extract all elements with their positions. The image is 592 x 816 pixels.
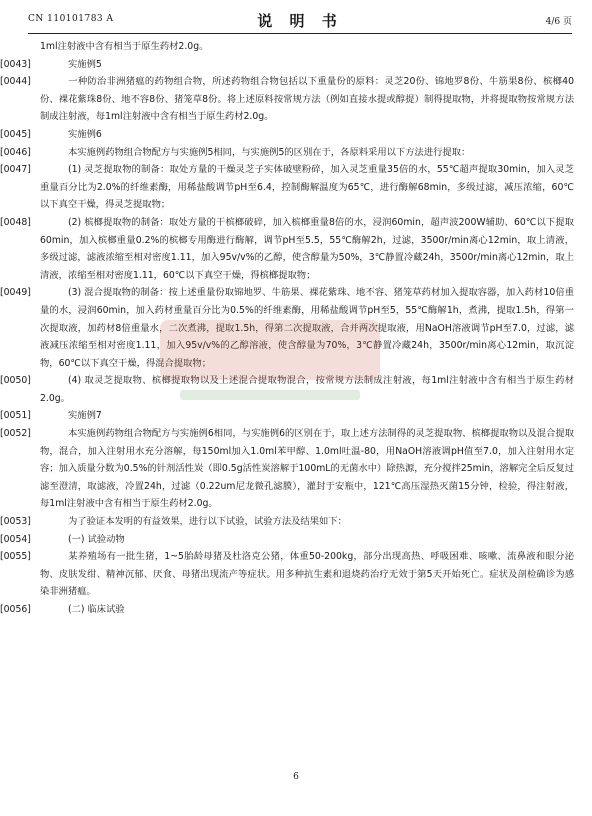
paragraph: [0055] 某养殖场有一批生猪，1~5胎龄母猪及杜洛克公猪，体重50-200kg，部分出现高热、呼吸困难、咳嗽、流鼻液和眼分泌物、皮肤发绀、精神沉郁、厌食、母猪出现流产等症状。用多种抗生素和退烧药治疗无效于第5天开始死亡。症状及剖检确诊为感染非洲猪瘟。 xyxy=(40,548,574,601)
paragraph-number: [0054] xyxy=(0,533,31,545)
paragraph-number: [0050] xyxy=(0,375,31,387)
document-title: 说 明 书 xyxy=(257,12,343,30)
paragraph-number: [0045] xyxy=(0,128,31,140)
paragraph: [0049] (3) 混合提取物的制备：按上述重量份取锦地罗、牛筋果、裸花紫珠、地不容、猪笼草药材加入提取容器，加入药材10倍重量的水，浸润60min，加入药材重量百分比为0.5%的纤维素酶，用稀盐酸调节pH至5，55℃酶解1h，煮沸，提取1.5h，得第一次提取液，加药材8倍重量水，二次煮沸，提取1.5h，得第二次提取液，合并两次提取液，用NaOH溶液调节pH至7.0，过滤，滤液减压浓缩至相对密度1.11，加入95v/v%的乙醇溶液，使含醇量为70%，3℃静置冷藏24h，3500r/min离心12min，取沉淀物，60℃以下真空干燥，得混合提取物； xyxy=(40,284,574,372)
paragraph: [0050] (4) 取灵芝提取物、槟榔提取物以及上述混合提取物混合，按常规方法制成注射液，每1ml注射液中含有相当于原生药材2.0g。 xyxy=(40,372,574,407)
paragraph: [0045] 实施例6 xyxy=(40,126,574,144)
header-rule xyxy=(28,33,572,34)
paragraph: [0051] 实施例7 xyxy=(40,407,574,425)
paragraph: [0047] (1) 灵芝提取物的制备：取处方量的干燥灵芝子实体破壁粉碎，加入灵芝重量35倍的水，55℃超声提取30min，加入灵芝重量百分比为2.0%的纤维素酶，用稀盐酸调节pH至6.4，控制酶解温度为65℃，进行酶解68min，多级过滤，减压浓缩，60℃以下真空干燥，得灵芝提取物； xyxy=(40,161,574,214)
page-number: 6 xyxy=(293,772,299,782)
paragraph: [0054] (一) 试验动物 xyxy=(40,531,574,549)
body-text xyxy=(0,38,574,619)
paragraph: [0052] 本实施例药物组合物配方与实施例6相同，与实施例6的区别在于，取上述方法制得的灵芝提取物、槟榔提取物以及混合提取物，混合，加入注射用水充分溶解，每150ml加入1.0ml苯甲醇、1.0ml吐温-80，用NaOH溶液调pH值至7.0，加入注射用水定容；加入质量分数为0.5%的针剂活性炭（即0.5g活性炭溶解于100mL的无菌水中）除热源，充分搅拌25min，溶解完全后反复过滤至澄清，取滤液，冷置24h，过滤（0.22um尼龙微孔滤膜），灌封于安瓶中，121℃高压湿热灭菌15分钟，检验，得注射液，每1ml注射液中含有相当于原生药材2.0g。 xyxy=(40,425,574,513)
paragraph: [0044] 一种防治非洲猪瘟的药物组合物，所述药物组合物包括以下重量份的原料：灵芝20份、锦地罗8份、牛筋果8份、槟榔40份、裸花紫珠8份、地不容8份、猪笼草8份。将上述原料按常规方法（例如直接水提或醇提）制得提取物，并将提取物按常规方法制成注射液，每1ml注射液中含有相当于原生药材2.0g。 xyxy=(40,73,574,126)
paragraph: [0056] (二) 临床试验 xyxy=(40,601,574,619)
paragraph: [0046] 本实施例药物组合物配方与实施例5相同，与实施例5的区别在于，各原料采用以下方法进行提取： xyxy=(40,144,574,162)
paragraph: 1ml注射液中含有相当于原生药材2.0g。 xyxy=(40,41,209,52)
page-indicator: 4/6 页 xyxy=(545,17,572,27)
paragraph-number: [0052] xyxy=(0,428,31,440)
paragraph-number: [0053] xyxy=(0,516,31,528)
paragraph: [0048] (2) 槟榔提取物的制备：取处方量的干槟榔破碎，加入槟榔重量8倍的水，浸润60min，超声波200W辅助、60℃以下提取60min，加入槟榔重量0.2%的槟榔专用酶进行酶解，调节pH至5.5，55℃酶解2h，过滤，3500r/min离心12min，取上清液，多级过滤，滤液浓缩至相对密度1.11，加入95v/v%的乙醇，使含醇量为50%，3℃静置冷藏24h，3500r/min离心12min，取上清液，浓缩至相对密度1.11，60℃以下真空干燥，得槟榔提取物； xyxy=(40,214,574,284)
paragraph-number: [0044] xyxy=(0,76,31,88)
page-header xyxy=(28,10,572,32)
paragraph-number: [0047] xyxy=(0,164,31,176)
paragraph: [0053] 为了验证本发明的有益效果，进行以下试验，试验方法及结果如下： xyxy=(40,513,574,531)
publication-number: CN 110101783 A xyxy=(28,14,114,24)
paragraph-number: [0051] xyxy=(0,410,31,422)
paragraph: [0043] 实施例5 xyxy=(40,56,574,74)
paragraph-number: [0043] xyxy=(0,58,31,70)
paragraph-number: [0056] xyxy=(0,604,31,615)
paragraph-number: [0049] xyxy=(0,287,31,299)
paragraph-number: [0048] xyxy=(0,216,31,228)
paragraph-number: [0055] xyxy=(0,551,31,563)
paragraph-number: [0046] xyxy=(0,146,31,158)
